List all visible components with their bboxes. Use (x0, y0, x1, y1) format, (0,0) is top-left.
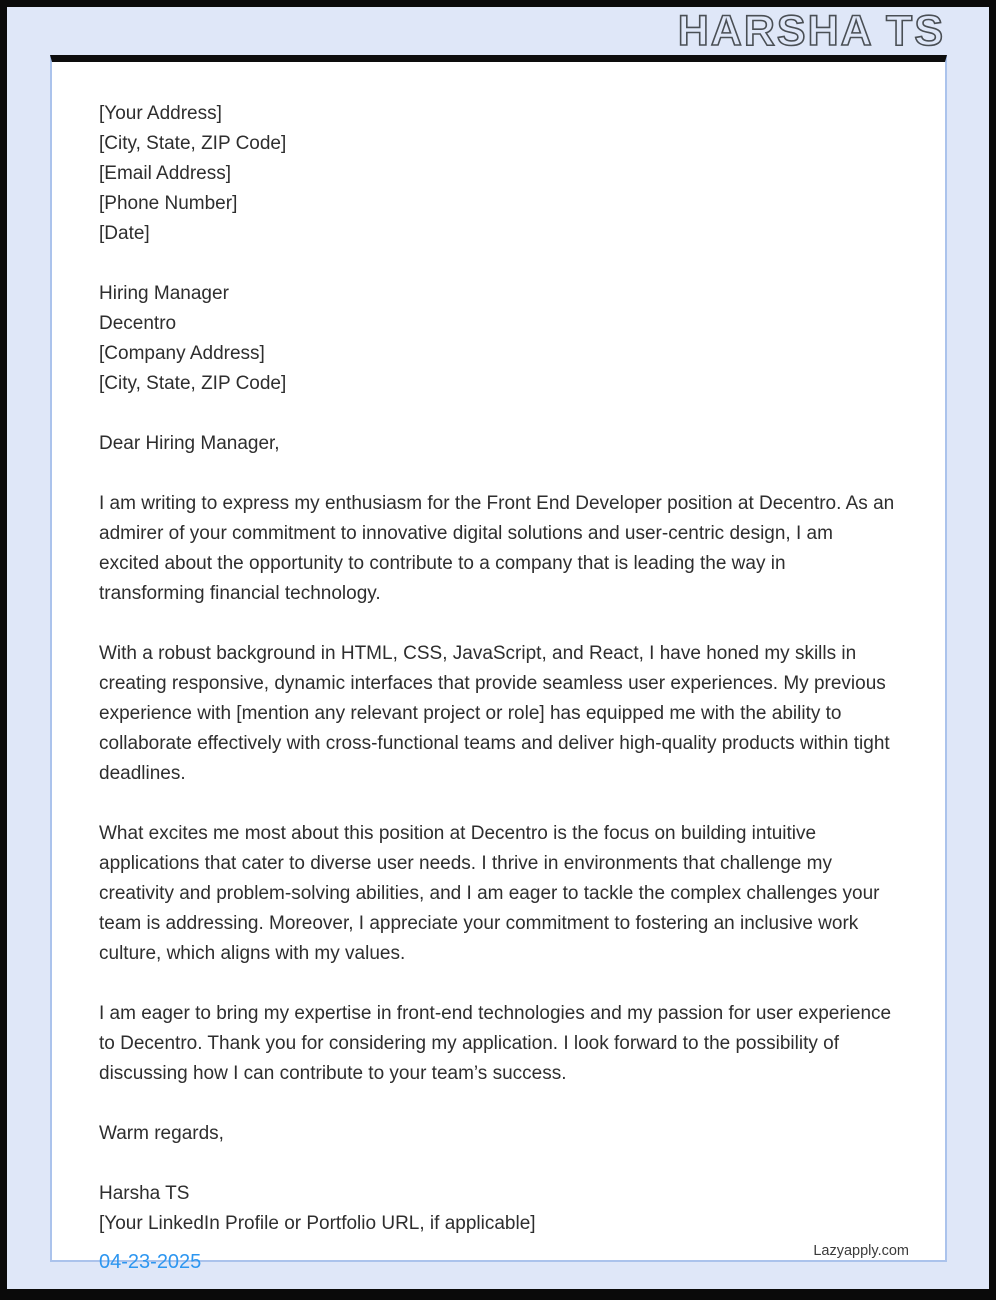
sender-address-line: [Your Address] (99, 103, 222, 124)
body-paragraph-3: What excites me most about this position at Decentro is the focus on building intuitive applications that cater to diverse user needs. I thrive in environments that challenge my creativity and problem-solving abilities, and I am eager to tackle the complex challenges your team is addressing. Moreover, I appreciate your commitment to fostering an inclusive work culture, which aligns with my values. (99, 823, 880, 964)
closing-text: Warm regards, (99, 1123, 224, 1144)
body-paragraph-1: I am writing to express my enthusiasm for the Front End Developer position at Decentro. As an admirer of your commitment to innovative digital solutions and user-centric design, I am excited about the opportunity to contribute to a company that is leading the way in transforming financial technology. (99, 493, 895, 604)
body-paragraph-4: I am eager to bring my expertise in front-end technologies and my passion for user experience to Decentro. Thank you for considering my application. I look forward to the possibility of discussing how I can contribute to your team’s success. (99, 1003, 892, 1084)
sender-address-line: [City, State, ZIP Code] (99, 133, 287, 154)
generated-date: 04-23-2025 (99, 1251, 202, 1273)
sender-address-line: [Email Address] (99, 163, 231, 184)
closing (99, 1119, 895, 1149)
applicant-name-header: HARSHA TS (677, 7, 945, 55)
signature-name: Harsha TS (99, 1183, 190, 1204)
signature-block (99, 1179, 895, 1239)
sender-address-line: [Date] (99, 223, 150, 244)
lazyapply-watermark: Lazyapply.com (813, 1243, 909, 1259)
recipient-line: Hiring Manager (99, 283, 229, 304)
letter-page (50, 55, 947, 1273)
recipient-line: Decentro (99, 313, 177, 334)
salutation (99, 429, 895, 459)
salutation-text: Dear Hiring Manager, (99, 433, 280, 454)
recipient-line: [City, State, ZIP Code] (99, 373, 287, 394)
signature-link-placeholder: [Your LinkedIn Profile or Portfolio URL, if applicable] (99, 1213, 536, 1234)
recipient-line: [Company Address] (99, 343, 265, 364)
sender-address-block (99, 99, 895, 249)
body-paragraph-2: With a robust background in HTML, CSS, JavaScript, and React, I have honed my skills in creating responsive, dynamic interfaces that provide seamless user experiences. My previous experience with [mention any relevant project or role] has equipped me with the ability to collaborate effectively with cross-functional teams and deliver high-quality products within tight deadlines. (99, 643, 890, 784)
sender-address-line: [Phone Number] (99, 193, 238, 214)
document-margin-area (7, 7, 989, 1289)
letter-body (52, 62, 945, 1239)
recipient-address-block (99, 279, 895, 399)
